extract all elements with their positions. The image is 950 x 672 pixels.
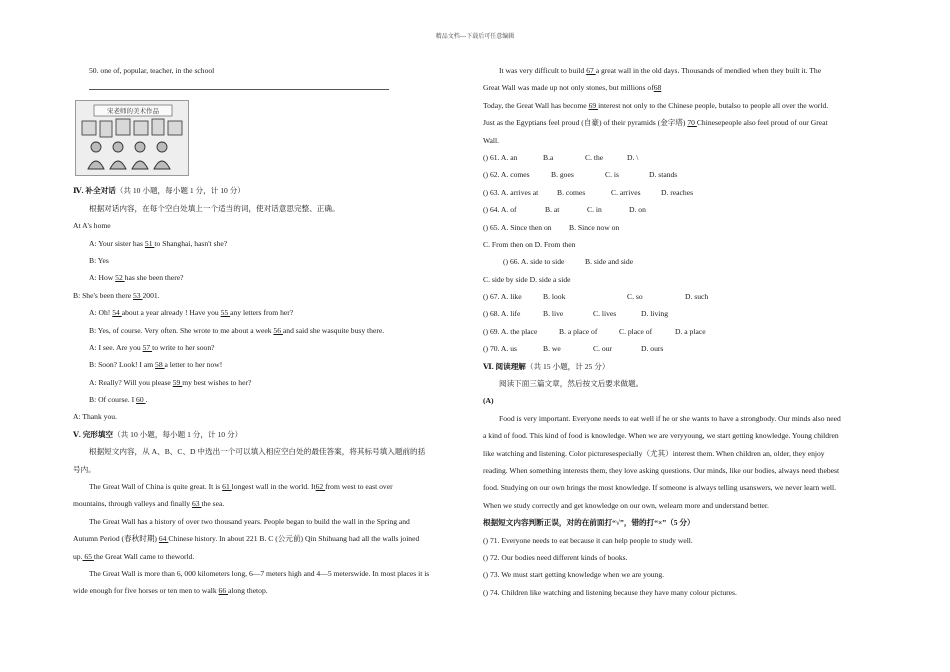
cloze-paragraph-line: Just as the Egyptians feel proud (自豪) of their pyramids (金字塔) 70 Chinesepeople also feel proud of our Great [483,118,828,128]
passage-label: (A) [483,396,494,406]
section-6-meta: （共 15 小题，计 25 分） [525,361,610,371]
option-row-66: () 66. A. side to side B. side and side [503,257,634,267]
cloze-paragraph-line: mountains, through valleys and finally 63 the sea. [73,499,225,509]
passage-line: food. Studying on our own brings the most knowledge. If someone is always telling usanswers, we never learn well. [483,483,837,493]
option-row-62: () 62. A. comes B. goes C. is D. stands [483,170,678,180]
answer-line [89,79,389,90]
section-4-title [73,182,465,199]
blank-62: 62 [315,482,326,492]
cloze-paragraph-line: Great Wall was made up not only stones, but millions of68 [483,83,662,93]
blank-61: 61 [222,482,232,492]
picture-caption: 宋老师的美术作品 [107,107,159,116]
dialogue-line: B: Of course. I 60 . [89,395,148,405]
cloze-paragraph-line: It was very difficult to build 67 a great wall in the old days. Thousands of mendied when they built it. The [499,66,822,75]
option-row-61: () 61. A. an B.a C. the D. \ [483,152,639,162]
dialogue-line: B: Yes [89,255,109,265]
section-6-title [483,358,883,375]
right-column [483,62,883,601]
left-column [73,62,465,600]
page-header: 精品文档---下载后可任意编辑 [435,33,515,40]
option-row-65-cont: C. From then on D. From then [483,239,576,249]
dialogue-line: A: Oh! 54 about a year already ! Have you 55 any letters from her? [89,308,294,318]
blank-66: 66 [218,586,229,596]
passage-line: a kind of food. This kind of food is knowledge. When we are veryyoung, we start getting knowledge. Young children [483,431,839,441]
dialogue-line: A: How 52 has she been there? [89,273,184,283]
blank-68: 68 [653,83,662,93]
true-false-item: () 71. Everyone needs to eat because it can help people to study well. [483,535,693,545]
section-5-instruction: 根据短文内容，从 A、B、C、D 中选出一个可以填入相应空白处的最佳答案，将其标号填入题前的括 [89,447,426,457]
blank-57: 57 [142,342,153,352]
section-4-instruction: 根据对话内容，在每个空白处填上一个适当的词，使对话意思完整、正确。 [89,203,340,213]
dialogue-line: B: Yes, of course. Very often. She wrote to me about a week 56 and said she wasquite busy there. [89,325,385,335]
blank-60: 60 [136,395,146,405]
dialogue-line: A: Really? Will you please 59 my best wishes to her? [89,377,252,387]
section-6-instruction: 阅读下面三篇文章，然后按文后要求做题。 [499,379,644,389]
section-5-title [73,426,465,443]
section-4-meta: （共 10 小题，每小题 1 分，计 10 分） [115,186,245,196]
option-row-64: () 64. A. of B. at C. in D. on [483,205,646,215]
cloze-paragraph-line: The Great Wall has a history of over two thousand years. People began to build the wall in the Spring and [89,516,410,526]
cloze-paragraph-line: wide enough for five horses or ten men to walk 66 along thetop. [73,586,268,596]
blank-51: 51 [144,238,155,248]
true-false-instruction: 根据短文内容判断正误，对的在前面打“√”，错的打“×”（5 分） [483,518,695,528]
dialogue-line: A: Thank you. [73,412,117,422]
passage-line: When we study correctly and get knowledge on our own, welearn more and understand better. [483,500,769,510]
blank-67: 67 [586,66,596,75]
cloze-paragraph-line: up. 65 the Great Wall came to theworld. [73,551,195,561]
section-5-heading: Ⅴ. 完形填空 [73,429,114,439]
cloze-paragraph-line: Today, the Great Wall has become 69 interest not only to the Chinese people, butalso to people all over the world. [483,100,829,110]
option-row-70: () 70. A. us B. we C. our D. ours [483,344,664,354]
option-row-68: () 68. A. life B. live C. lives D. living [483,309,669,319]
blank-53: 53 [133,290,143,300]
passage-line: Food is very important. Everyone needs to eat well if he or she wants to have a strongbody. Our minds also need [499,413,841,423]
passage-line: like watching and listening. Color picturesespecially（尤其）interest them. When children an, older, they enjoy [483,448,825,458]
option-row-66-cont: C. side by side D. side a side [483,274,571,284]
cloze-paragraph-line: Wall. [483,135,500,145]
illustration-sketch-icon [76,101,188,175]
option-row-65: () 65. A. Since then on B. Since now on [483,222,620,232]
option-row-67: () 67. A. like B. look C. so D. such [483,292,709,302]
blank-59: 59 [172,377,183,387]
blank-63: 63 [191,499,202,509]
blank-58: 58 [155,360,165,370]
passage-line: reading. When something interests them, they love asking questions. Our minds, like our bodies, always need thebest [483,465,840,475]
cloze-paragraph-line: Autumn Period (春秋时期) 64 Chinese history. In about 221 B. C (公元前) Qin Shihuang had all the walls joined [73,534,420,544]
dialogue-line: B: She's been there 53 2001. [73,290,160,300]
question-50: 50. one of, popular, teacher, in the school [89,66,215,75]
true-false-item: () 72. Our bodies need different kinds of books. [483,552,628,562]
dialogue-line: A: Your sister has 51 to Shanghai, hasn't she? [89,238,228,248]
illustration-picture [75,100,189,176]
blank-70: 70 [687,118,697,128]
true-false-item: () 73. We must start getting knowledge when we are young. [483,570,665,580]
blank-56: 56 [273,325,283,335]
option-row-69: () 69. A. the place B. a place of C. place of D. a place [483,326,706,336]
option-row-63: () 63. A. arrives at B. comes C. arrives D. reaches [483,187,694,197]
blank-69: 69 [588,100,599,110]
blank-65: 65 [82,551,94,561]
cloze-paragraph-line: The Great Wall is more than 6, 000 kilometers long, 6—7 meters high and 4—5 meterswide. In most places it is [89,568,430,578]
dialogue-scene: At A's home [73,221,111,231]
section-6-heading: Ⅵ. 阅读理解 [483,361,526,371]
dialogue-line: B: Soon? Look! I am 58 a letter to her now! [89,360,223,370]
blank-64: 64 [158,534,169,544]
blank-55: 55 [220,308,231,318]
dialogue-line: A: I see. Are you 57 to write to her soon? [89,342,215,352]
section-5-instruction-cont: 号内。 [73,464,96,474]
section-4-heading: Ⅳ. 补全对话 [73,186,116,196]
cloze-paragraph-line: The Great Wall of China is quite great. It is 61 longest wall in the world. It62 from west to east over [89,482,393,492]
true-false-item: () 74. Children like watching and listening because they have many colour pictures. [483,587,737,597]
blank-52: 52 [115,273,125,283]
blank-54: 54 [112,308,122,318]
section-5-meta: （共 10 小题，每小题 1 分，计 10 分） [113,429,243,439]
